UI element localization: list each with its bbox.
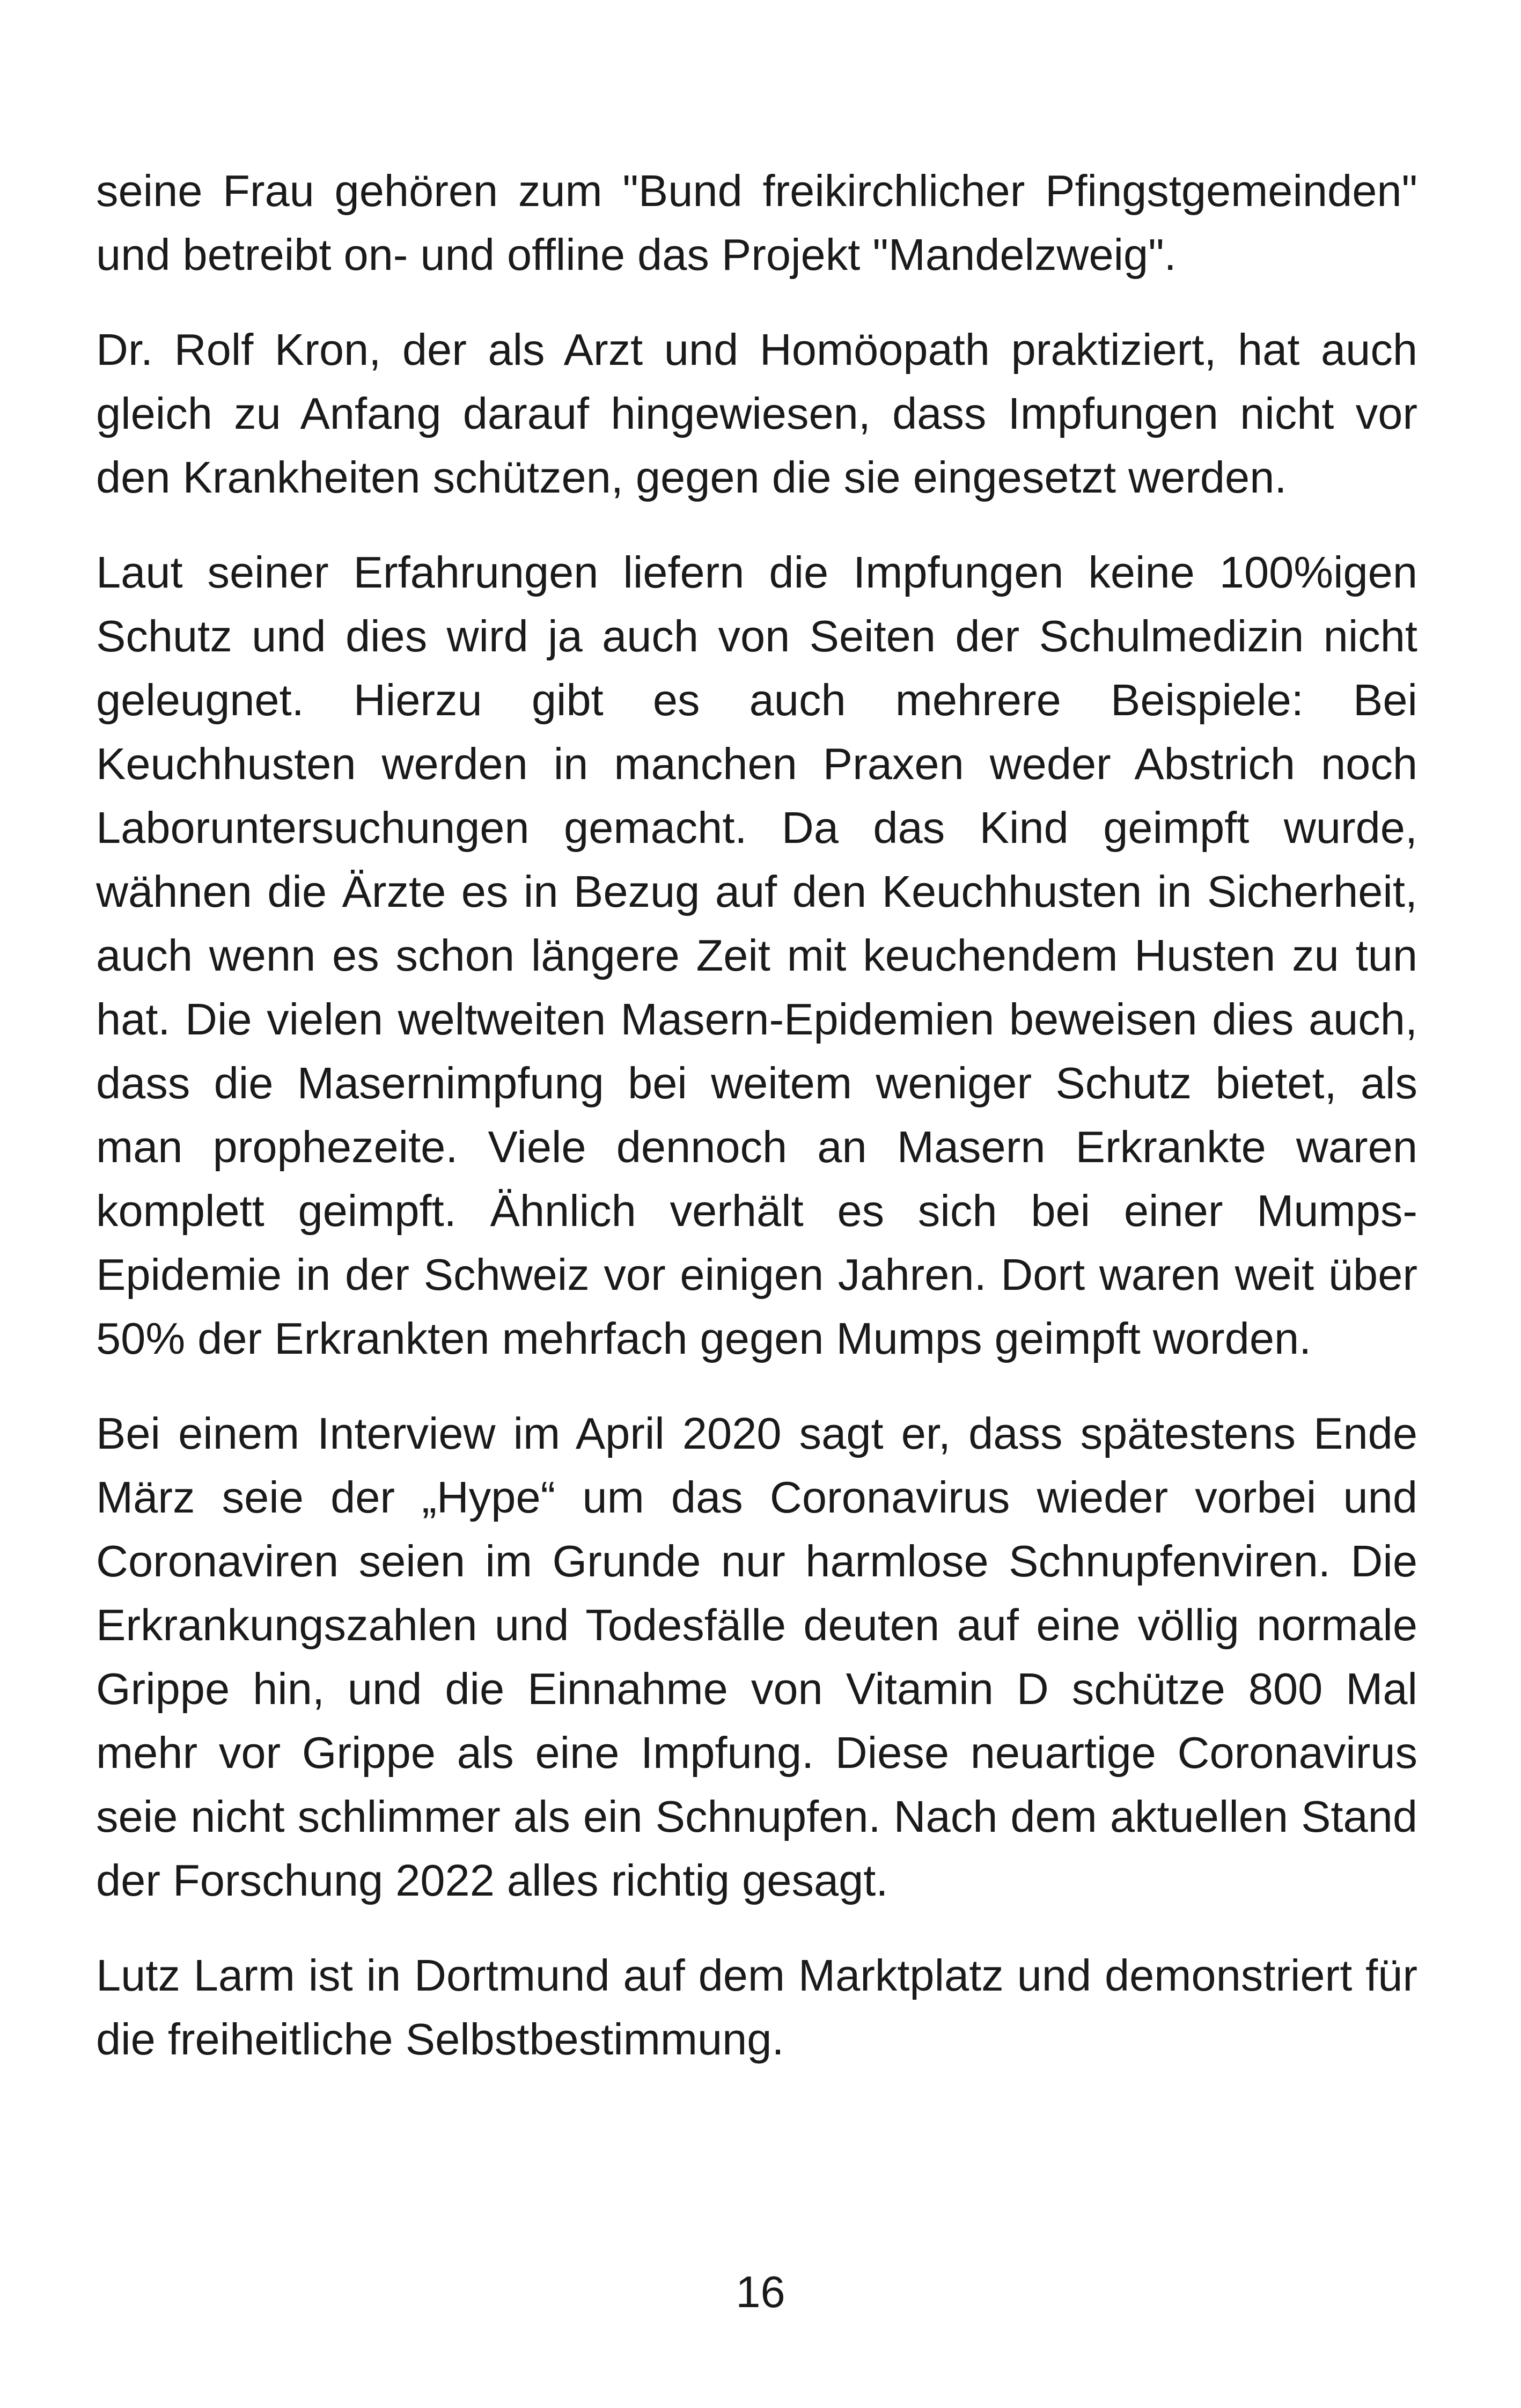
- paragraph: Bei einem Interview im April 2020 sagt er, dass spätestens Ende März seie der „Hype“ um das Coronavirus wieder vorbei und Coronaviren seien im Grunde nur harmlose Schnupfenviren. Die Erkrankungszahlen und Todesfälle deuten auf eine völlig normale Grippe hin, und die Einnahme von Vitamin D schütze 800 Mal mehr vor Grippe als eine Impfung. Diese neuartige Coronavirus seie nicht schlimmer als ein Schnupfen. Nach dem aktuellen Stand der Forschung 2022 alles richtig gesagt.: [96, 1408, 1417, 1905]
- paragraph: seine Frau gehören zum "Bund freikirchlicher Pfingstgemeinden" und betreibt on- und offline das Projekt "Mandelzweig".: [96, 166, 1417, 280]
- paragraph: Dr. Rolf Kron, der als Arzt und Homöopath praktiziert, hat auch gleich zu Anfang darauf hingewiesen, dass Impfungen nicht vor den Krankheiten schützen, gegen die sie eingesetzt werden.: [96, 325, 1417, 502]
- paragraph: Laut seiner Erfahrungen liefern die Impfungen keine 100%igen Schutz und dies wird ja auch von Seiten der Schulmedizin nicht geleugnet. Hierzu gibt es auch mehrere Beispiele: Bei Keuchhusten werden in manchen Praxen weder Abstrich noch Laboruntersuchungen gemacht. Da das Kind geimpft wurde, wähnen die Ärzte es in Bezug auf den Keuchhusten in Sicherheit, auch wenn es schon längere Zeit mit keuchendem Husten zu tun hat. Die vielen weltweiten Masern-Epidemien beweisen dies auch, dass die Masernimpfung bei weitem weniger Schutz bietet, als man prophezeite. Viele dennoch an Masern Erkrankte waren komplett geimpft. Ähnlich verhält es sich bei einer Mumps-Epidemie in der Schweiz vor einigen Jahren. Dort waren weit über 50% der Erkrankten mehrfach gegen Mumps geimpft worden.: [96, 547, 1417, 1363]
- page-body: [96, 159, 1417, 2102]
- paragraph: Lutz Larm ist in Dortmund auf dem Marktplatz und demonstriert für die freiheitliche Selbstbestimmung.: [96, 1950, 1417, 2064]
- page-number: 16: [736, 2267, 785, 2317]
